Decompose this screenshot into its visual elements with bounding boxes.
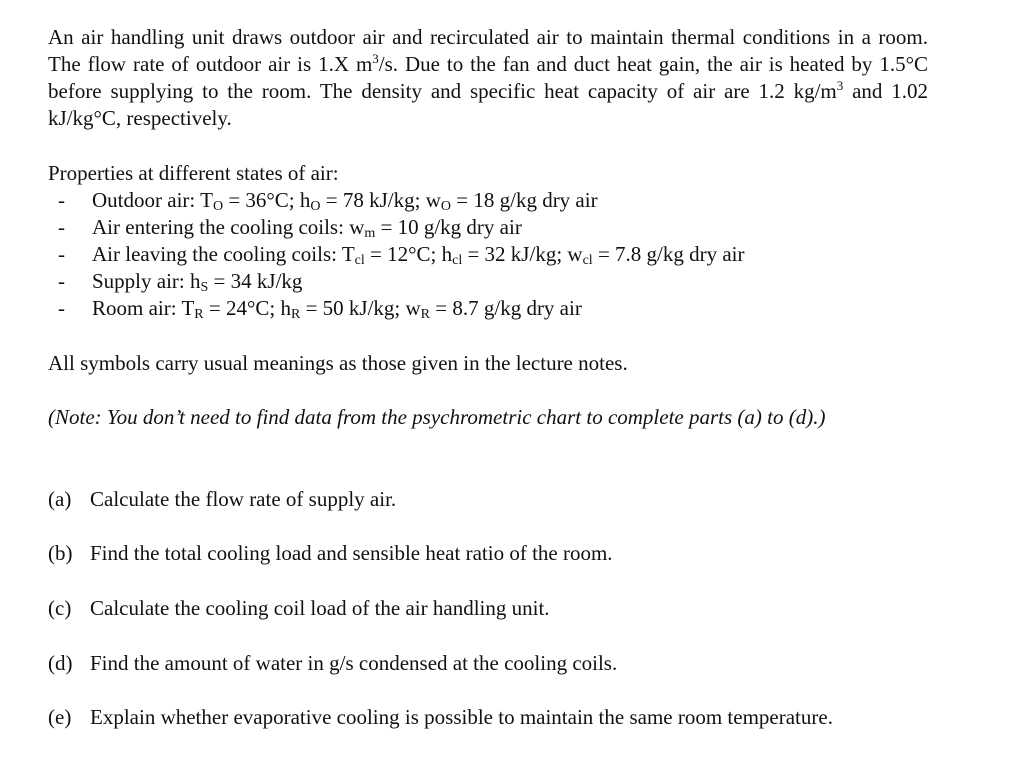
question-a: (a) Calculate the flow rate of supply air. xyxy=(48,487,397,511)
property-room-air: - Room air: $T_R = 24^\circ C$; $h_R = 50$ kJ/kg; $w_R = 8.7$ g/kg dry air xyxy=(58,296,582,322)
question-c: (c) Calculate the cooling coil load of the air handling unit. xyxy=(48,596,550,620)
property-mixed-air: - Air entering the cooling coils: $w_m = 10$ g/kg dry air xyxy=(58,215,522,241)
chart-note: (Note: You don’t need to find data from the psychrometric chart to complete parts (a) to (d).) xyxy=(48,405,826,429)
properties-list xyxy=(48,187,948,322)
question-e: (e) Explain whether evaporative cooling is possible to maintain the same room temperature. xyxy=(48,705,833,729)
symbols-note: All symbols carry usual meanings as those given in the lecture notes. xyxy=(48,351,628,375)
properties-heading: Properties at different states of air: xyxy=(48,161,339,185)
property-outdoor-air: - Outdoor air: $T_O = 36^\circ C$; $h_O = 78$ kJ/kg; $w_O = 18$ g/kg dry air xyxy=(58,188,598,214)
property-supply-air: - Supply air: $h_S = 34$ kJ/kg xyxy=(58,269,303,295)
problem-intro: An air handling unit draws outdoor air and recirculated air to maintain thermal conditions in a room. The flow rate of outdoor air is 1.X $m^3/s$. Due to the fan and duct heat gain, the air is heated by 1.5°C before supplying to the room. The density and specific heat capacity of air are 1.2 $kg/m^3$ and 1.02 kJ/kg°C, respectively. xyxy=(48,25,928,130)
question-b: (b) Find the total cooling load and sensible heat ratio of the room. xyxy=(48,541,613,565)
question-d: (d) Find the amount of water in g/s condensed at the cooling coils. xyxy=(48,651,618,675)
property-coil-leaving-air: - Air leaving the cooling coils: $T_{cl} = 12^\circ C$; $h_{cl} = 32$ kJ/kg; $w_{cl} = 7.8$ g/kg dry air xyxy=(58,242,745,268)
